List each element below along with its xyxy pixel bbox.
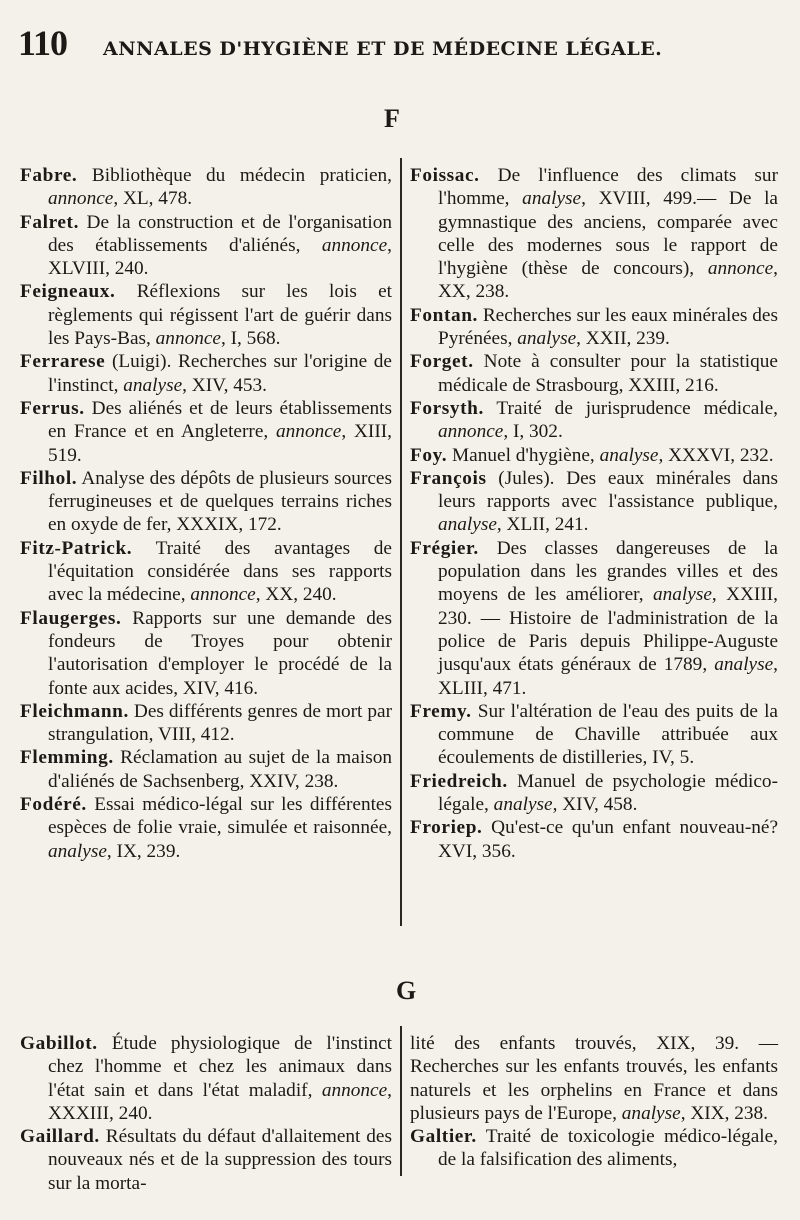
entry-reference: , I, 568. [220,328,281,350]
entry-kind: analyse [517,328,577,350]
index-column-right-g [410,1032,778,1172]
entry-reference: , XXII, 239. [576,328,670,350]
entry-kind: annonce [438,421,504,443]
page-header [18,22,788,66]
entry-kind: annonce [707,258,774,280]
entry-kind: analyse [48,840,107,862]
entry-reference: , I, 302. [503,421,563,443]
entry-author: Froriep. [410,817,483,839]
entry-author: Filhol. [20,467,78,489]
entry-author: Falret. [20,211,79,233]
entry-text: Manuel d'hygiène, [447,444,600,466]
entry-reference: , XXXIII, 240. [48,1079,392,1124]
entry-kind: annonce [321,234,388,256]
entry-author: Ferrus. [20,397,85,419]
entry-reference: , XX, 238. [438,258,778,303]
index-entry [20,607,392,700]
entry-text: Qu'est-ce qu'un enfant nouveau-né? XVI, 356. [438,817,778,862]
index-entry [410,1032,778,1125]
index-entry [20,746,392,793]
entry-text: (Luigi). Recherches sur l'origine de l'instinct, [48,351,392,396]
entry-author: Foissac. [410,165,480,186]
entry-author: Fontan. [410,304,478,326]
index-entry [410,700,778,770]
entry-kind: annonce [48,188,114,210]
entry-author: Feigneaux. [20,281,116,303]
index-entry [410,397,778,444]
entry-text: Réclamation au sujet de la maison d'aliénés de Sachsenberg, XXIV, 238. [48,747,392,792]
entry-text: Résultats du défaut d'allaitement des nouveaux nés et de la suppression des tours sur la morta- [48,1126,392,1194]
entry-text: Bibliothèque du médecin praticien, [77,165,392,186]
index-entry [410,304,778,351]
entry-author: Fodéré. [20,794,87,816]
entry-kind: analyse [652,584,712,606]
entry-author: François [410,467,487,489]
entry-author: Forsyth. [410,397,484,419]
entry-text: Sur l'altération de l'eau des puits de la commune de Chaville attribuée aux écoulements de distilleries, IV, 5. [438,700,778,769]
entry-reference: , XXXVI, 232. [658,444,774,466]
entry-author: Friedreich. [410,770,508,792]
entry-text: De la construction et de l'organisation des établissements d'aliénés, [48,211,392,256]
entry-reference: , XLVIII, 240. [48,234,392,280]
entry-text: (Jules). Des eaux minérales dans leurs rapports avec l'assistance publique, [438,467,778,513]
entry-kind: annonce [276,421,342,443]
entry-text: Réflexions sur les lois et règlements qui régissent l'art de guérir dans les Pays-Bas, [48,281,392,350]
entry-text: Note à consulter pour la statistique médicale de Strasbourg, XXIII, 216. [438,351,778,396]
entry-kind: annonce [155,328,221,350]
index-entry [410,467,778,537]
entry-reference: , XLII, 241. [496,514,589,536]
entry-author: Galtier. [410,1126,477,1148]
entry-author: Fleichmann. [20,700,129,722]
entry-author: Gaillard. [20,1126,100,1148]
index-entry [410,537,778,700]
section-letter-f: F [384,104,400,133]
entry-text: De l'influence des climats sur l'homme, [438,165,778,210]
index-entry [20,537,392,607]
index-entry [410,816,778,863]
entry-text: Des aliénés et de leurs établissements en France et en Angleterre, [48,397,392,443]
entry-text: Des classes dangereuses de la population dans les grandes villes et des moyens de les améliorer, [438,537,778,606]
entry-kind: annonce [190,584,256,606]
index-entry [20,280,392,350]
entry-kind: analyse [438,514,497,536]
entry-reference: , XIX, 238. [680,1102,768,1124]
entry-reference: , XIII, 519. [48,421,392,466]
entry-text: lité des enfants trouvés, XIX, 39. — Recherches sur les enfants trouvés, les enfants naturels et les orphelins en France et dans plusieurs pays de l'Europe, [410,1033,778,1124]
index-entry [410,444,778,467]
entry-author: Flaugerges. [20,607,122,629]
index-entry [20,1125,392,1195]
entry-author: Foy. [410,444,448,466]
index-entry [20,793,392,863]
entry-text: Analyse des dépôts de plusieurs sources ferrugineuses et de quelques terrains riches en oxyde de fer, XXXIX, 172. [48,467,392,536]
section-letter-g: G [396,976,417,1005]
entry-author: Flemming. [20,747,114,769]
entry-kind: analyse [493,794,553,816]
entry-reference: , XX, 240. [255,584,337,606]
index-entry [20,1032,392,1125]
index-entry [20,350,392,397]
entry-reference: , XL, 478. [113,188,193,210]
entry-text: Traité des avantages de l'équitation considérée dans ses rapports avec la médecine, [48,537,392,606]
index-entry [410,1125,778,1172]
index-column-left-f [20,164,392,863]
entry-reference: , XIV, 453. [182,374,267,396]
index-entry [20,164,392,211]
index-entry [20,211,392,281]
entry-author: Fabre. [20,165,78,186]
entry-kind: analyse [621,1102,681,1124]
entry-kind: annonce [321,1079,388,1101]
index-entry [410,350,778,397]
entry-text: Manuel de psychologie médico-légale, [438,770,778,816]
entry-kind: analyse [714,654,774,676]
entry-reference: , XLIII, 471. [438,654,778,699]
entry-kind: analyse [599,444,659,466]
entry-reference: , XIV, 458. [552,794,638,816]
entry-reference: , IX, 239. [106,840,181,862]
index-column-left-g [20,1032,392,1195]
page-number: 110 [18,23,68,63]
entry-text: Essai médico-légal sur les différentes espèces de folie vraie, simulée et raisonnée, [48,794,392,839]
entry-reference: , XXIII, 230. — Histoire de l'administration de la police de Paris depuis Philippe-Auguste jusqu'aux états généraux de 1789, [438,584,779,676]
index-entry [20,700,392,747]
running-head: ANNALES D'HYGIÈNE ET DE MÉDECINE LÉGALE. [103,38,663,60]
index-column-right-f [410,164,778,863]
entry-text: Traité de jurisprudence médicale, [483,397,778,419]
entry-author: Ferrarese [20,351,106,373]
entry-text: Étude physiologique de l'instinct chez l'homme et chez les animaux dans l'état sain et dans l'état maladif, [48,1033,392,1101]
entry-kind: analyse [123,374,183,396]
entry-kind: analyse [522,188,582,210]
index-entry [20,467,392,537]
entry-author: Gabillot. [20,1033,98,1054]
entry-author: Frégier. [410,537,479,559]
entry-text: Des différents genres de mort par strangulation, VIII, 412. [48,700,392,746]
entry-author: Fitz-Patrick. [20,537,133,559]
column-divider [400,158,402,926]
entry-text: Rapports sur une demande des fondeurs de Troyes pour obtenir l'autorisation d'employer le procédé de la fonte aux acides, XIV, 416. [48,607,392,699]
index-entry [410,164,778,304]
entry-reference: , XVIII, 499.— De la gymnastique des anciens, comparée avec celle des modernes sous le rapport de l'hygiène (thèse de concours), [438,188,778,280]
column-divider [400,1026,402,1176]
entry-text: Recherches sur les eaux minérales des Pyrénées, [438,304,778,350]
index-entry [410,770,778,817]
entry-author: Forget. [410,351,474,373]
entry-text: Traité de toxicologie médico-légale, de la falsification des aliments, [438,1126,778,1171]
entry-author: Fremy. [410,700,472,722]
index-entry [20,397,392,467]
